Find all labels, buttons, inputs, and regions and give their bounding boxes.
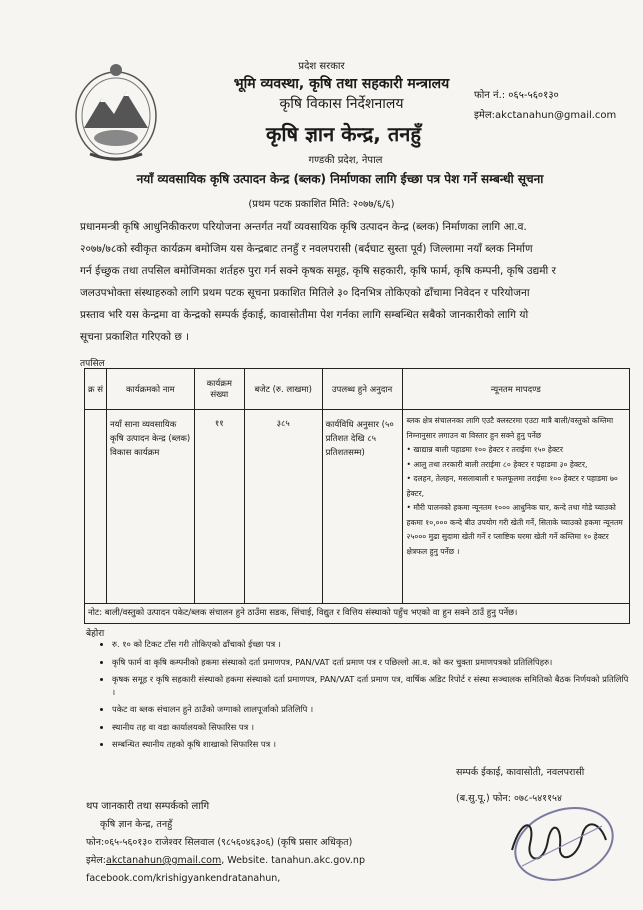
- appendix-list: [98, 638, 632, 756]
- col-header-sn: क्र सं: [85, 369, 107, 410]
- government-label: प्रदेश सरकार: [298, 61, 345, 72]
- footer-center-name: कृषि ज्ञान केन्द्र, तनहुँ: [100, 819, 173, 830]
- criteria-item: • मौरी पालनको हकमा न्यूनतम १००० आधुनिक घार, कन्दे तथा गोडे च्याउको हकमा १०,००० कन्दे बीउ उपयोग गरी खेती गर्ने, सिताके च्याउको हकमा न्यूनतम २५००० मुढा सुदामा खेती गर्ने र प्लाष्टिक घरमा खेती गर्ने कम्तिमा १० हेक्टर क्षेत्रफल हुनु पर्नेछ ।: [407, 501, 625, 559]
- col-header-count: कार्यक्रम संख्या: [194, 369, 244, 410]
- notice-title: नयाँ व्यवसायिक कृषि उत्पादन केन्द्र (ब्लक) निर्माणका लागि ईच्छा पत्र पेश गर्ने सम्बन्धी सूचना: [136, 172, 544, 186]
- list-item: • कृषि फार्म वा कृषि कम्पनीको हकमा संस्थाको दर्ता प्रमाणपत्र, PAN/VAT दर्ता प्रमाण पत्र र पछिल्लो आ.व. को कर चुक्ता प्रमाणपत्रको प्रतिलिपिहरु।: [112, 656, 632, 669]
- col-header-program: कार्यक्रमको नाम: [106, 369, 194, 410]
- directorate-name: कृषि विकास निर्देशनालय: [279, 96, 404, 112]
- publish-date: (प्रथम पटक प्रकाशित मिति: २०७७/६/६): [248, 199, 395, 210]
- table-note: नोट: बाली/वस्तुको उत्पादन पकेट/ब्लक संचालन हुने ठाउँमा सडक, सिंचाई, विद्युत र वित्तिय संस्थाको पहुँच भएको वा हुन सक्ने ठाउँ हुनु पर्नेछ।: [85, 604, 630, 624]
- col-header-criteria: न्यूनतम मापदण्ड: [402, 369, 629, 410]
- intro-line: प्रधानमन्त्री कृषि आधुनिकीकरण परियोजना अन्तर्गत नयाँ व्यवसायिक कृषि उत्पादन केन्द्र (ब्लक) निर्माणका लागि आ.व.: [80, 221, 527, 233]
- table-header-row: [85, 369, 630, 410]
- criteria-table: [84, 368, 630, 624]
- list-item: • कृषक समूह र कृषि सहकारी संस्थाको हकमा संस्थाको दर्ता प्रमाणपत्र, PAN/VAT दर्ता प्रमाण पत्र, वार्षिक अडिट रिपोर्ट र संस्था सञ्चालक समितिको बैठक निर्णयको प्रतिलिपि ।: [112, 673, 632, 698]
- footer-facebook[interactable]: facebook.com/krishigyankendratanahun,: [86, 873, 281, 884]
- table-row: [85, 410, 630, 604]
- center-name: कृषि ज्ञान केन्द्र, तनहुँ: [266, 122, 421, 146]
- header-phone: फोन नं.: ०६५-५६०१३०: [474, 90, 559, 101]
- ministry-name: भूमि व्यवस्था, कृषि तथा सहकारी मन्त्रालय: [233, 76, 450, 92]
- cell-program: नयाँ साना व्यवसायिक कृषि उत्पादन केन्द्र (ब्लक) विकास कार्यक्रम: [106, 410, 194, 604]
- list-item: • रु. १० को टिकट टाँस गरी तोकिएको ढाँचाको ईच्छा पत्र ।: [112, 638, 632, 651]
- cell-budget: ३८५: [244, 410, 322, 604]
- more-info-label: थप जानकारी तथा सम्पर्कको लागि: [86, 801, 210, 812]
- intro-line: प्रस्ताव भरि यस केन्द्रमा वा केन्द्रको सम्पर्क ईकाई, कावासोतीमा पेश गर्नका लागि सम्बन्धित सबैको जानकारीको लागि यो: [80, 309, 529, 321]
- intro-paragraph: [80, 216, 620, 348]
- footer-email-line: [86, 852, 365, 870]
- intro-line: जलउपभोक्ता संस्थाहरुको लागि प्रथम पटक सूचना प्रकाशित मितिले ३० दिनभित्र तोकिएको ढाँचामा निवेदन र परियोजना: [80, 287, 530, 299]
- criteria-item: • दलहन, तेलहन, मसलाबाली र फलफूलमा तराईमा १०० हेक्टर र पहाडमा ७० हेक्टर,: [407, 472, 625, 501]
- intro-line: सूचना प्रकाशित गरिएको छ ।: [80, 331, 190, 343]
- col-header-budget: बजेट (रु. लाखमा): [244, 369, 322, 410]
- footer-phone: फोन:०६५-५६०१३० राजेश्वर सिलवाल (९८५६०४६३०६) (कृषि प्रसार अधिकृत): [86, 837, 353, 848]
- appendix-label: बेहोरा: [86, 629, 105, 639]
- criteria-item: • आलु तथा तरकारी बाली तराईमा ८० हेक्टर र पहाडमा ३० हेक्टर,: [407, 458, 625, 473]
- contact-phone: (ब.सु.पू.) फोन: ०७८-५४११५४: [456, 793, 562, 804]
- header-email[interactable]: इमेल:akctanahun@gmail.com: [474, 110, 617, 121]
- table-label: तपसिल: [80, 359, 105, 369]
- footer-contact: [86, 798, 365, 888]
- footer-website[interactable]: , Website. tanahun.akc.gov.np: [221, 855, 365, 866]
- footer-email-link[interactable]: akctanahun@gmail.com: [106, 855, 222, 866]
- cell-sn: [85, 410, 107, 604]
- intro-line: गर्न ईच्छुक तथा तपसिल बमोजिमका शर्तहरु पुरा गर्न सक्ने कृषक समूह, कृषि सहकारी, कृषि फार्म, कृषि कम्पनी, कृषि उद्यमी र: [80, 265, 556, 277]
- col-header-subsidy: उपलब्ध हुने अनुदान: [322, 369, 402, 410]
- criteria-intro: ब्लक क्षेत्र संचालनका लागि एउटै क्लस्टरमा एउटा मात्रै बाली/वस्तुको कम्तिमा निम्नानुसार लगाउन वा विस्तार हुन सक्ने हुनु पर्नेछ: [406, 416, 614, 440]
- cell-subsidy: कार्यविधि अनुसार (५० प्रतिशत देखि ८५ प्रतिशतसम्म): [322, 410, 402, 604]
- intro-line: २०७७/७८को स्वीकृत कार्यक्रम बमोजिम यस केन्द्रबाट तनहुँ र नवलपरासी (बर्दघाट सुस्ता पूर्व) जिल्लामा नयाँ ब्लक निर्माण: [80, 243, 533, 255]
- cell-count: ११: [194, 410, 244, 604]
- table-note-row: [85, 604, 630, 624]
- list-item: • स्थानीय तह वा वडा कार्यालयको सिफारिस पत्र ।: [112, 721, 632, 734]
- contact-unit: सम्पर्क ईकाई, कावासोती, नवलपरासी: [456, 767, 585, 778]
- list-item: • सम्बन्धित स्थानीय तहको कृषि शाखाको सिफारिस पत्र ।: [112, 738, 632, 751]
- header-contact: [474, 86, 616, 126]
- footer-email-prefix: इमेल:: [86, 855, 106, 866]
- signature-stamp-icon: [502, 796, 622, 886]
- list-item: • पकेट वा ब्लक संचालन हुने ठाउँको जग्गाको लालपूर्जाको प्रतिलिपि ।: [112, 703, 632, 716]
- cell-criteria: [402, 410, 629, 604]
- criteria-item: • खाद्यान्न बाली पहाडमा १०० हेक्टर र तराईमा १५० हेक्टर: [407, 443, 625, 458]
- province-name: गण्डकी प्रदेश, नेपाल: [308, 155, 383, 166]
